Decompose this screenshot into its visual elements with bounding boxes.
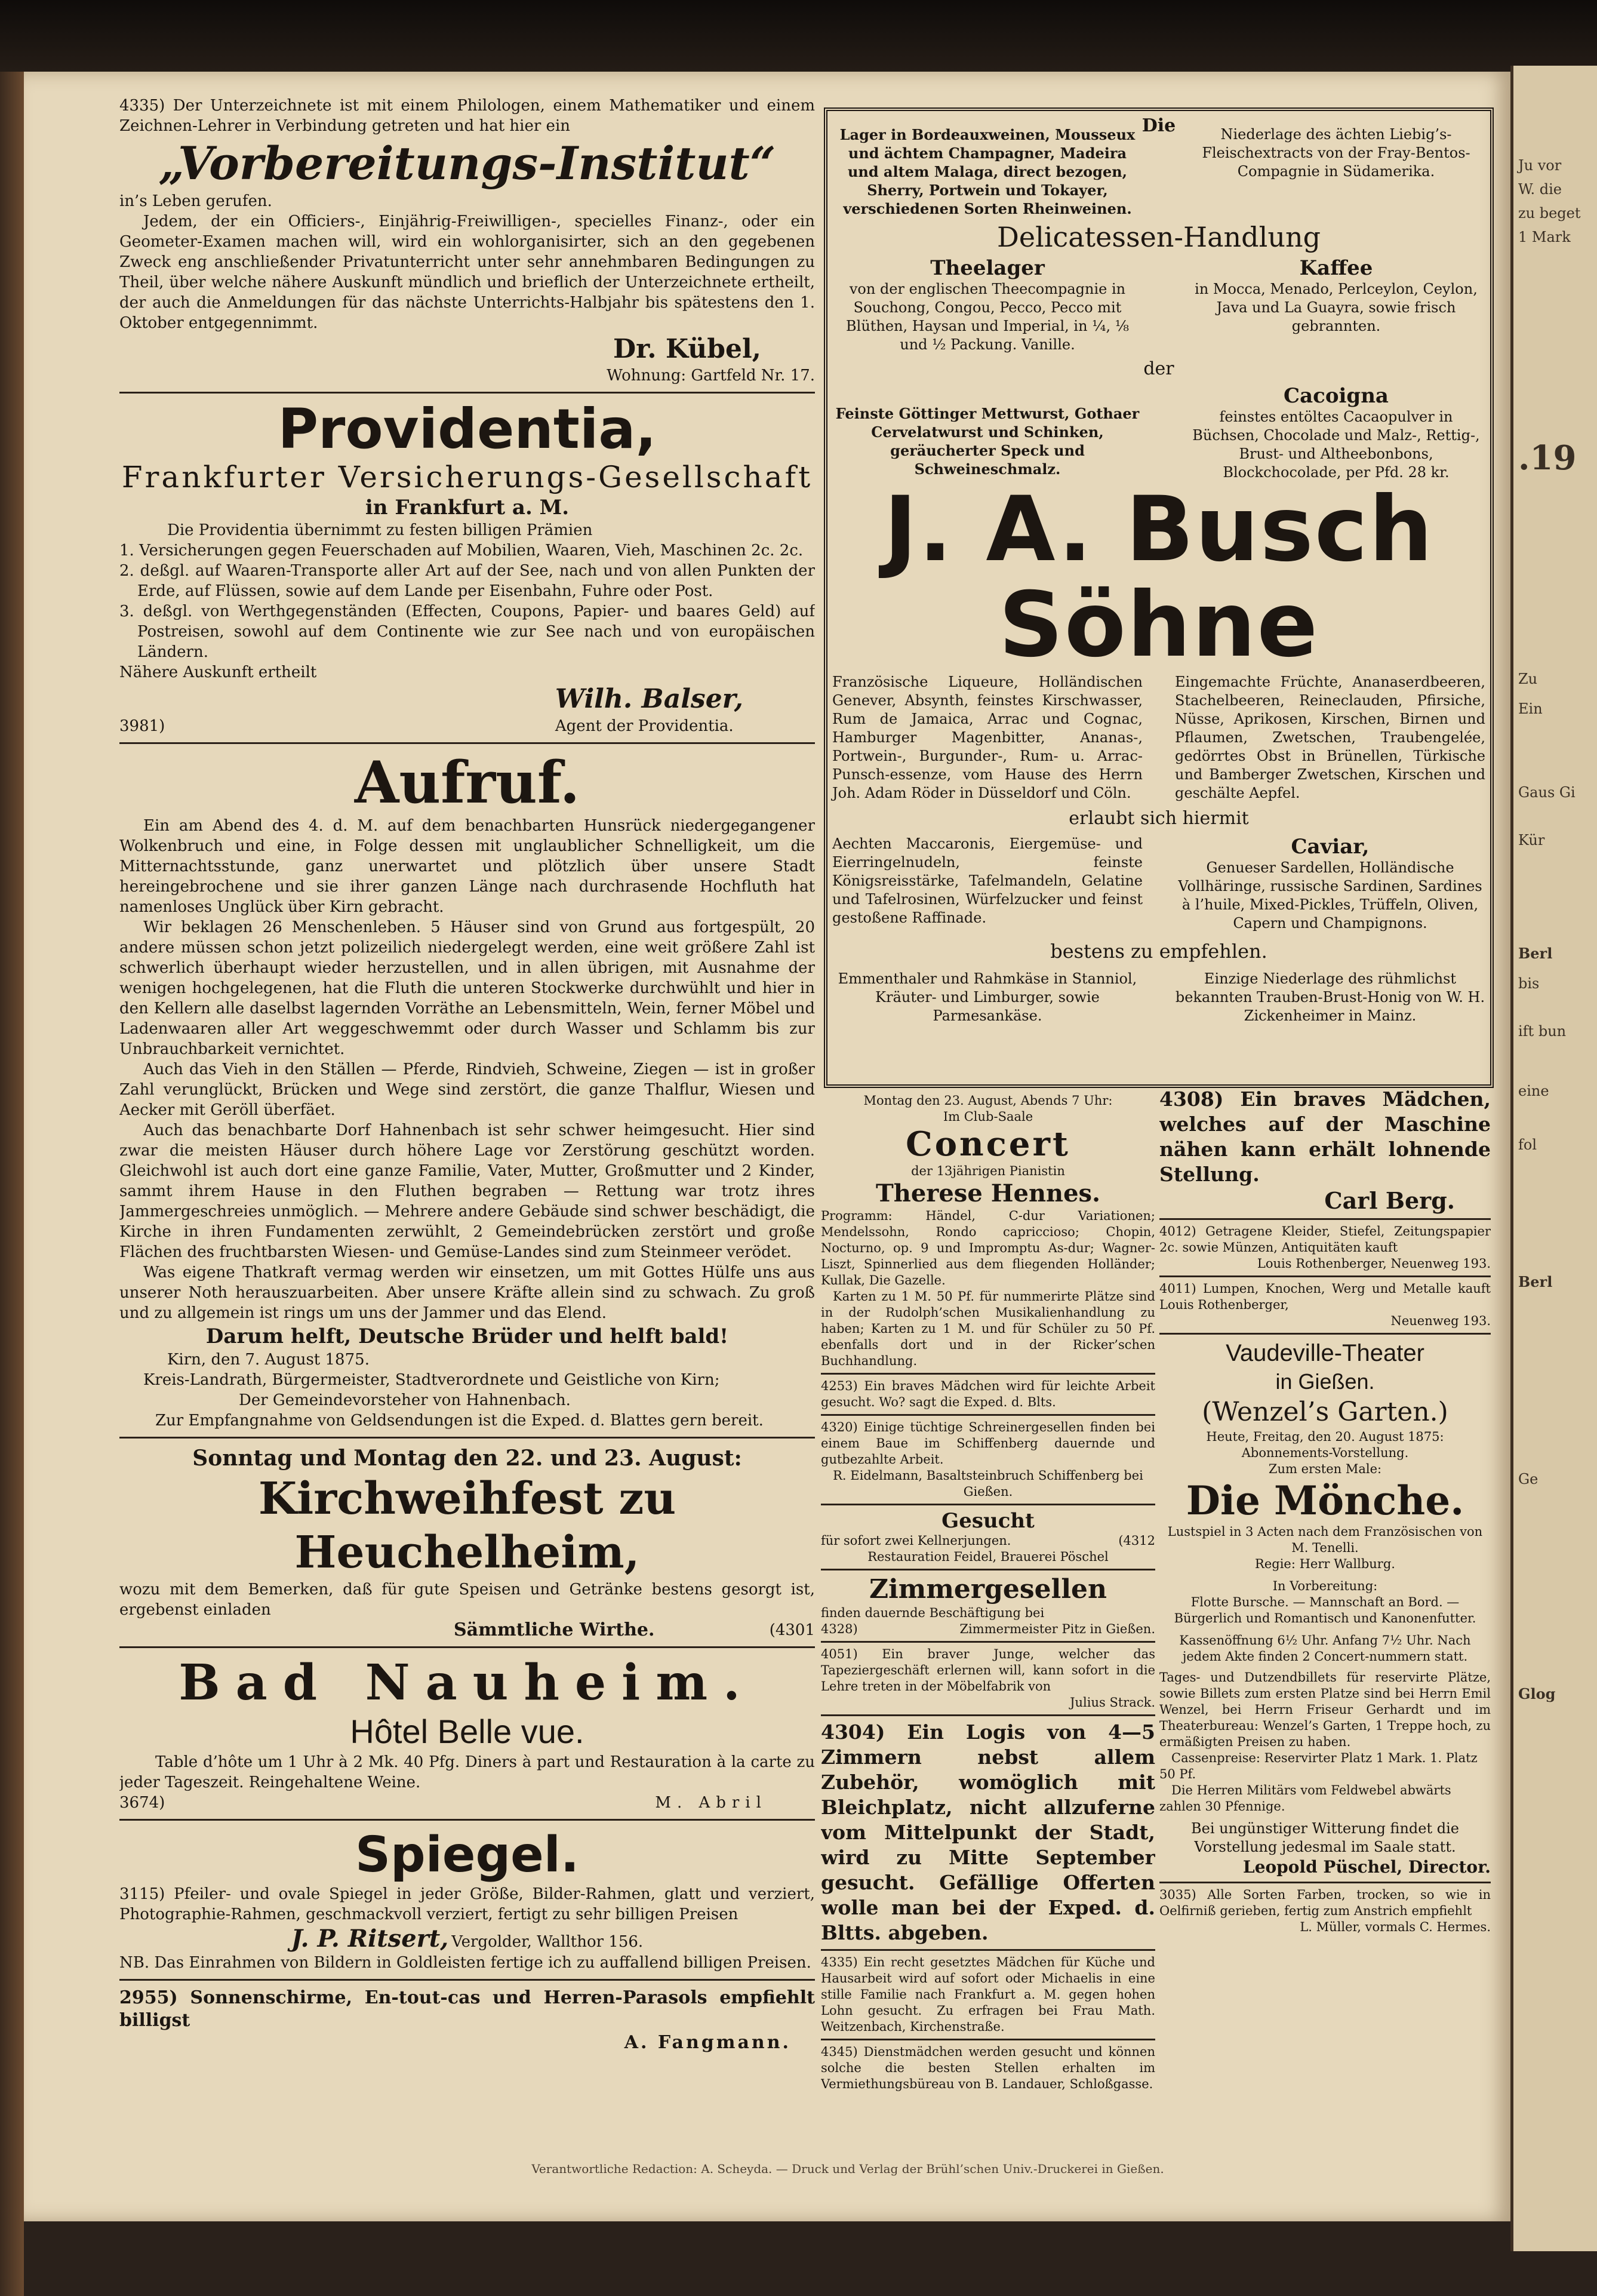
aufruf-paragraph: Auch das benachbarte Dorf Hahnenbach ist sehr schwer heimgesucht. Hier sind zwar die meisten Häuser durch höhere Lage vor Zerstörung geschützt worden. Gleichwohl ist auch dort eine ganze Familie, Vater, Mutter, Großmutter und 2 Kinder, sammt ihrem Hause in den Fluthen begraben — Rettung war trotz ihres Jammergeschreies unmöglich. — Mehrere andere Gebäude sind schwer beschädigt, die Kirche in ihren Fundamenten zerwühlt, 2 Gemeindebrücken zerstört und große Flächen des fruchtbarsten Wiesen- und Gemüse-Landes sind zum Steinmeer verödet. <box>119 1121 815 1261</box>
ad-signature: Julius Strack. <box>1070 1695 1155 1710</box>
aufruf-collection: Zur Empfangnahme von Geldsendungen ist die Exped. d. Blattes gern bereit. <box>155 1412 764 1430</box>
theater-director: Leopold Püschel, Director. <box>1243 1857 1491 1877</box>
fragment: fol <box>1518 1136 1537 1153</box>
busch-tea-body: von der englischen Theecompagnie in Souchong, Congou, Pecco, Pecco mit Blüthen, Haysan und Imperial, in ¼, ⅛ und ½ Packung. Vanille. <box>846 281 1129 353</box>
ad-item: 3. deßgl. von Werthgegenständen (Effecten, Coupons, Papier- und baares Geld) auf Postreisen, sowohl auf dem Continente wie zur See nach und von europäischen Ländern. <box>119 603 815 661</box>
ad-body: 3035) Alle Sorten Farben, trocken, so wie in Oelfirniß gerieben, fertig zum Anstrich empfiehlt <box>1159 1888 1491 1918</box>
divider <box>821 1373 1155 1375</box>
divider <box>821 1949 1155 1951</box>
theater-prices: Cassenpreise: Reservirter Platz 1 Mark. 1. Platz 50 Pf. <box>1159 1751 1478 1781</box>
divider <box>821 1569 1155 1570</box>
ad-body: 2955) Sonnenschirme, En-tout-cas und Herren-Parasols empfiehlt billigst <box>119 1987 815 2031</box>
ad-signature: Zimmermeister Pitz in Gießen. <box>959 1622 1155 1636</box>
divider <box>119 1646 815 1648</box>
ad-subtitle: Hôtel Belle vue. <box>350 1713 584 1750</box>
ad-lead: Die Providentia übernimmt zu festen billigen Prämien <box>167 521 593 539</box>
ad-body: für sofort zwei Kellnerjungen. <box>821 1533 1011 1548</box>
scanner-background <box>0 0 1597 72</box>
fragment: Ju vor <box>1518 157 1562 174</box>
busch-liqueur: Französische Liqueure, Holländischen Genever, Absynth, feinstes Kirschwasser, Rum de Jamaica, Arrac und Cognac, Hamburger Magenbitter, Ananas-, Portwein-, Burgunder-, Rum- u. Arrac-Punsch-essenze, vom Hause des Herrn Joh. Adam Röder in Düsseldorf und Cöln. <box>832 674 1143 801</box>
busch-die: Die <box>1141 115 1176 136</box>
fragment: eine <box>1518 1083 1549 1099</box>
theater-prep: In Vorbereitung: <box>1272 1579 1378 1593</box>
ad-lehrling <box>821 1646 1155 1711</box>
ad-dienstmaedchen: 4345) Dienstmädchen werden gesucht und können solche die besten Stellen erhalten im Vermiethungsbüreau von B. Landauer, Schloßgasse. <box>821 2045 1155 2091</box>
concert-venue: Im Club-Saale <box>943 1109 1033 1124</box>
ad-intro: 4335) Der Unterzeichnete ist mit einem Philologen, einem Mathematiker und einem Zeichnen-Lehrer in Verbindung getreten und hat hier ein <box>119 97 815 135</box>
ad-number: 3981) <box>119 717 165 735</box>
divider <box>821 1641 1155 1643</box>
left-column <box>119 96 815 2168</box>
ad-title: Spiegel. <box>355 1827 580 1883</box>
ad-signature: Wilh. Balser, <box>555 684 743 714</box>
ad-vorbereitungs-institut <box>119 96 815 386</box>
divider <box>119 1979 815 1981</box>
divider <box>119 1437 815 1439</box>
fragment: 1 Mark <box>1518 229 1571 245</box>
busch-cheese: Emmenthaler und Rahmkäse in Stanniol, Kräuter- und Limburger, sowie Parmesankäse. <box>838 970 1137 1024</box>
fragment: ift bun <box>1518 1023 1567 1040</box>
theater-weather: Bei ungünstiger Witterung findet die Vorstellung jedesmal im Saale statt. <box>1191 1820 1459 1855</box>
ad-signature: J. P. Ritsert, <box>291 1925 449 1953</box>
ad-concert <box>821 1093 1155 1369</box>
divider <box>1159 1275 1491 1277</box>
fragment: Zu <box>1518 671 1538 687</box>
ad-body: in’s Leben gerufen. <box>119 192 272 210</box>
divider <box>821 1504 1155 1505</box>
aufruf-signers: Kreis-Landrath, Bürgermeister, Stadtverordnete und Geistliche von Kirn; <box>143 1371 720 1389</box>
aufruf-paragraph: Was eigene Thatkraft vermag werden wir einsetzen, um mit Gottes Hülfe uns aus unserer Noth herauszuarbeiten. Aber unsere Kräfte allein sind zu schwach. Zu groß und zu allgemein ist rings um uns der Jammer und das Elend. <box>119 1264 815 1322</box>
concert-program: Programm: Händel, C-dur Variationen; Mendelssohn, Rondo capriccioso; Chopin, Nocturno, op. 9 und Impromptu As-dur; Wagner-Liszt, Spinnerlied aus dem fliegenden Holländer; Kullak, Die Gazelle. <box>821 1209 1155 1287</box>
fragment: Ge <box>1518 1471 1538 1487</box>
theater-date: Heute, Freitag, den 20. August 1875: <box>1206 1430 1444 1444</box>
busch-pasta: Aechten Maccaronis, Eiergemüse- und Eierringelnudeln, feinste Königsreisstärke, Tafelmandeln, Gelatine und Tafelrosinen, Würfelzucker und feinst gestoßene Raffinade. <box>832 835 1143 926</box>
ad-item: 1. Versicherungen gegen Feuerschaden auf Mobilien, Waaren, Vieh, Maschinen 2c. 2c. <box>119 542 804 560</box>
fragment: Glog <box>1518 1685 1556 1702</box>
fragment: .19 <box>1518 438 1577 478</box>
fragment: W. die <box>1518 181 1562 198</box>
aufruf-paragraph: Auch das Vieh in den Ställen — Pferde, Rindvieh, Schweine, Ziegen — ist in großer Zahl verunglückt, Brücken und Wege sind zerstört, die ganze Thalflur, Wiesen und Aecker mit Geröll überfäet. <box>119 1061 815 1119</box>
ad-signature: Neuenweg 193. <box>1390 1314 1491 1328</box>
divider <box>1159 1333 1491 1335</box>
ad-vaudeville <box>1159 1338 1491 1878</box>
concert-tickets: Karten zu 1 M. 50 Pf. für nummerirte Plätze sind in der Rudolph’schen Musikalienhandlung zu haben; Karten zu 1 M. und für Schüler zu 50 Pf. ebenfalls dort und in der Ricker’schen Buchhandlung. <box>821 1289 1155 1368</box>
fragment: Berl <box>1518 945 1553 962</box>
busch-wine: Lager in Bordeauxweinen, Mousseux und ächtem Champagner, Madeira und altem Malaga, direct bezogen, Sherry, Portwein und Tokayer, verschiedenen Sorten Rheinweinen. <box>839 126 1136 217</box>
concert-by: der 13jährigen Pianistin <box>911 1164 1065 1178</box>
ad-number: 3674) <box>119 1794 165 1812</box>
busch-caviar-title: Caviar, <box>1291 835 1370 859</box>
ad-signature: R. Eidelmann, Basaltsteinbruch Schiffenberg bei Gießen. <box>833 1468 1143 1499</box>
ad-signature: A. Fangmann. <box>624 2032 791 2053</box>
ad-body: 4051) Ein braver Junge, welcher das Tapeziergeschäft erlernen will, kann sofort in die Lehre treten in der Möbelfabrik von <box>821 1647 1155 1693</box>
ad-body: wozu mit dem Bemerken, daß für gute Speisen und Getränke bestens gesorgt ist, ergebenst einladen <box>119 1581 815 1619</box>
ad-body: finden dauernde Beschäftigung bei <box>821 1606 1045 1620</box>
ad-number: 4328) <box>821 1622 858 1636</box>
busch-heading: Delicatessen-Handlung <box>996 221 1321 253</box>
aufruf-paragraph: Ein am Abend des 4. d. M. auf dem benachbarten Hunsrück niedergegangener Wolkenbruch und eine, in Folge dessen mit unglaublicher Schnelligkeit, um die Mitternachtsstunde, ganz unerwartet und plötzlich über unsere Stadt hereingebrochene und sie ihrer ganzen Länge nach durchrasende Hochfluth hat namenloses Unglück über Kirn gebracht. <box>119 817 815 916</box>
ad-subtitle: Frankfurter Versicherungs-Gesellschaft <box>121 460 813 494</box>
busch-coffee-title: Kaffee <box>1299 256 1373 280</box>
theater-tickets: Tages- und Dutzendbillets für reservirte Plätze, sowie Billets zum ersten Platze sind bei Herrn Emil Wenzel, bei Herrn Friseur Gerhardt und im Theaterbureau: Wenzel’s Garten, 1 Treppe hoch, zu ermäßigten Preisen zu haben. <box>1159 1670 1491 1749</box>
theater-military: Die Herren Militärs vom Feldwebel abwärts zahlen 30 Pfennige. <box>1159 1783 1451 1814</box>
ad-title: Kirchweihfest zu Heuchelheim, <box>258 1473 676 1578</box>
ad-title: Zimmergesellen <box>869 1574 1107 1605</box>
concert-date: Montag den 23. August, Abends 7 Uhr: <box>863 1093 1113 1108</box>
ad-maedchen: 4253) Ein braves Mädchen wird für leichte Arbeit gesucht. Wo? sagt die Exped. d. Blts. <box>821 1379 1155 1409</box>
divider <box>1159 1882 1491 1883</box>
fragment: Kür <box>1518 832 1545 849</box>
fragment: Gaus Gi <box>1518 784 1576 801</box>
ad-note: NB. Das Einrahmen von Bildern in Goldleisten fertige ich zu auffallend billigen Preisen. <box>119 1954 811 1972</box>
divider <box>821 1714 1155 1716</box>
theater-desc: Lustspiel in 3 Acten nach dem Französischen von M. Tenelli. <box>1167 1524 1483 1555</box>
busch-honey: Einzige Niederlage des rühmlichst bekannten Trauben-Brust-Honig von W. H. Zickenheimer in Mainz. <box>1175 970 1485 1024</box>
ad-number: (4312 <box>1118 1533 1155 1548</box>
divider <box>1159 1218 1491 1220</box>
ad-signature: M. Abril <box>655 1794 767 1812</box>
book-binding <box>0 72 24 2296</box>
busch-cacao-body: feinstes entöltes Cacaopulver in Büchsen, Chocolade und Malz-, Rettig-, Brust- und Altheebonbons, Blockchocolade, per Pfd. 28 kr. <box>1192 408 1480 481</box>
imprint-footer: Verantwortliche Redaction: A. Scheyda. — Druck und Verlag der Brühl’schen Univ.-Druckerei in Gießen. <box>531 2162 1164 2176</box>
busch-der: der <box>1143 358 1174 379</box>
ad-body: 4308) Ein braves Mädchen, welches auf der Maschine nähen kann erhält lohnende Stellung. <box>1159 1087 1491 1186</box>
fragment: bis <box>1518 975 1540 992</box>
busch-fruit: Eingemachte Früchte, Ananaserdbeeren, Stachelbeeren, Reineclauden, Pfirsiche, Nüsse, Aprikosen, Kirschen, Birnen und Pflaumen, Zwetschen, Traubengelée, gedörrtes Obst in Brünellen, Türkische und Bamberger Zwetschen, Kirschen und geschälte Aepfel. <box>1175 674 1485 801</box>
ad-city: in Frankfurt a. M. <box>365 496 570 520</box>
ad-schreiner <box>821 1419 1155 1500</box>
ad-signature: Sämmtliche Wirthe. <box>454 1619 655 1640</box>
ad-signature: L. Müller, vormals C. Hermes. <box>1300 1920 1491 1934</box>
aufruf-paragraph: Wir beklagen 26 Menschenleben. 5 Häuser sind von Grund aus fortgespült, 20 andere müssen schon jetzt polizeilich niedergelegt werden, eine weit größere Zahl ist schwerlich überhaupt wieder herzustellen, und in allen übrigen, mit Ausnahme der wenigen hochgelegenen, hat die Fluth die unteren Stockwerke durchwühlt und hier in den Kellern alle daselbst lagernden Vorräthe an Lebensmitteln, Wein, ferner Möbel und Ladenwaaren aller Art weggeschwemmt oder durch Wasser und Schlamm bis zur Unbrauchbarkeit vernichtet. <box>119 918 815 1058</box>
ad-kuechenmaedchen: 4335) Ein recht gesetztes Mädchen für Küche und Hausarbeit wird auf sofort oder Michaelis in eine stille Familie nach Frankfurt a. M. gegen hohen Lohn gesucht. Zu erfragen bei Frau Math. Weitzenbach, Kirchenstraße. <box>821 1955 1155 2034</box>
ad-kirchweihfest <box>119 1444 815 1640</box>
ad-naeherin <box>1159 1087 1491 1215</box>
ad-number: (4301 <box>769 1621 815 1639</box>
aufruf-title: Aufruf. <box>354 749 580 816</box>
theater-first: Zum ersten Male: <box>1268 1462 1382 1476</box>
ad-bad-nauheim <box>119 1654 815 1813</box>
ad-signature: Louis Rothenberger, Neuenweg 193. <box>1257 1256 1491 1271</box>
aufruf-date: Kirn, den 7. August 1875. <box>167 1351 370 1369</box>
divider <box>119 742 815 744</box>
aufruf-appeal <box>119 750 815 1431</box>
ad-body: 3115) Pfeiler- und ovale Spiegel in jeder Größe, Bilder-Rahmen, glatt und verziert, Photographie-Rahmen, geschmackvoll verziert, fertigt zu sehr billigen Preisen <box>119 1885 815 1923</box>
theater-title: Vaudeville-Theater <box>1226 1340 1424 1366</box>
theater-play: Die Mönche. <box>1186 1477 1464 1524</box>
ad-zimmergesellen <box>821 1574 1155 1637</box>
aufruf-appeal-line: Darum helft, Deutsche Brüder und helft bald! <box>205 1324 729 1348</box>
busch-tea-title: Theelager <box>930 256 1045 280</box>
theater-garden: (Wenzel’s Garten.) <box>1202 1397 1448 1427</box>
ad-address: Wohnung: Gartfeld Nr. 17. <box>607 367 815 385</box>
fragment: Berl <box>1518 1273 1553 1290</box>
ad-logis: 4304) Ein Logis von 4—5 Zimmern nebst allem Zubehör, womöglich mit Bleichplatz, nicht allzuferne vom Mittelpunkt der Stadt, wird zu Mitte September gesucht. Gefällige Offerten wolle man bei der Exped. d. Bltts. abgeben. <box>821 1720 1155 1944</box>
busch-name: J. A. Busch Söhne <box>884 478 1434 677</box>
busch-erlaubt: erlaubt sich hiermit <box>1069 808 1249 829</box>
busch-bestens: bestens zu empfehlen. <box>1050 940 1267 963</box>
ad-title: Gesucht <box>941 1509 1035 1533</box>
ad-header: Sonntag und Montag den 22. und 23. August: <box>192 1446 742 1471</box>
ad-body: 4011) Lumpen, Knochen, Werg und Metalle kauft Louis Rothenberger, <box>1159 1281 1491 1312</box>
fragment: zu beget <box>1518 205 1581 222</box>
busch-coffee-body: in Mocca, Menado, Perlceylon, Ceylon, Java und La Guayra, sowie frisch gebrannten. <box>1195 281 1478 334</box>
divider <box>119 392 815 394</box>
busch-caviar-body: Genueser Sardellen, Holländische Vollhäringe, russische Sardinen, Sardines à l’huile, Mixed-Pickles, Trüffeln, Oliven, Capern und Champignons. <box>1178 859 1482 932</box>
ad-body: 4012) Getragene Kleider, Stiefel, Zeitungspapier 2c. sowie Münzen, Antiquitäten kauft <box>1159 1224 1491 1255</box>
ad-role: Agent der Providentia. <box>555 717 734 735</box>
ad-body: Table d’hôte um 1 Uhr à 2 Mk. 40 Pfg. Diners à part und Restauration à la carte zu jeder Tageszeit. Reingehaltene Weine. <box>119 1753 815 1791</box>
ad-closing: Nähere Auskunft ertheilt <box>119 663 317 681</box>
ad-body: Jedem, der ein Officiers-, Einjährig-Freiwilligen-, specielles Finanz-, oder ein Geometer-Examen machen will, wird ein wohlorganisirter, sich an den gegebenen Zweck eng anschließender Privatunterricht unter sehr annehmbaren Bedingungen zu Theil, über welche nähere Auskunft mündlich und brieflich der Unterzeichnete ertheilt, der auch die Anmeldungen für das nächste Unterrichts-Halbjahr bis spätestens den 1. Oktober entgegennimmt. <box>119 213 815 332</box>
ad-providentia <box>119 399 815 736</box>
ad-body: 4320) Einige tüchtige Schreinergesellen finden bei einem Baue im Schiffenberg dauernde und gutbezahlte Arbeit. <box>821 1420 1155 1467</box>
theater-regie: Regie: Herr Wallburg. <box>1255 1557 1395 1571</box>
ad-signature: Restauration Feidel, Brauerei Pöschel <box>867 1550 1109 1564</box>
ad-gesucht <box>821 1509 1155 1565</box>
divider <box>821 2039 1155 2040</box>
adjacent-page-edge <box>1510 66 1597 2251</box>
concert-name: Therese Hennes. <box>875 1179 1100 1207</box>
ad-signature: Carl Berg. <box>1324 1187 1455 1214</box>
theater-city: in Gießen. <box>1275 1369 1375 1394</box>
ad-title: „Vorbereitungs-Institut“ <box>158 137 776 190</box>
fragment: Ein <box>1518 700 1543 717</box>
busch-cacao-title: Cacoigna <box>1284 384 1389 408</box>
ad-signature: Dr. Kübel, <box>613 334 761 364</box>
right-column <box>1159 1087 1491 2168</box>
theater-times: Kassenöffnung 6½ Uhr. Anfang 7½ Uhr. Nach jedem Akte finden 2 Concert-nummern statt. <box>1179 1633 1471 1664</box>
aufruf-signers: Der Gemeindevorsteher von Hahnenbach. <box>239 1391 571 1409</box>
middle-column <box>821 1093 1155 2168</box>
divider <box>821 1414 1155 1416</box>
ad-busch-soehne <box>824 107 1494 1088</box>
divider <box>119 1819 815 1821</box>
ad-address: Vergolder, Wallthor 156. <box>451 1933 644 1951</box>
theater-prep-body: Flotte Bursche. — Mannschaft an Bord. — Bürgerlich und Romantisch und Kanonenfutter. <box>1174 1595 1476 1625</box>
ad-altkleider <box>1159 1224 1491 1272</box>
concert-title: Concert <box>906 1124 1070 1164</box>
busch-liebig: Niederlage des ächten Liebig’s-Fleischextracts von der Fray-Bentos-Compagnie in Südamerika. <box>1202 126 1470 180</box>
ad-spiegel <box>119 1827 815 1973</box>
ad-farben <box>1159 1887 1491 1935</box>
ad-item: 2. deßgl. auf Waaren-Transporte aller Art auf der See, nach und von allen Punkten der Erde, auf Flüssen, sowie auf dem Lande per Eisenbahn, Fuhre oder Post. <box>119 562 815 600</box>
busch-sausage: Feinste Göttinger Mettwurst, Gothaer Cervelatwurst und Schinken, geräucherter Speck und Schweineschmalz. <box>835 405 1140 478</box>
ad-title: Providentia, <box>278 397 657 461</box>
theater-type: Abonnements-Vorstellung. <box>1241 1446 1409 1460</box>
ad-sonnenschirme <box>119 1987 815 2053</box>
ad-title: Bad Nauheim. <box>179 1654 756 1711</box>
ad-lumpen <box>1159 1281 1491 1329</box>
